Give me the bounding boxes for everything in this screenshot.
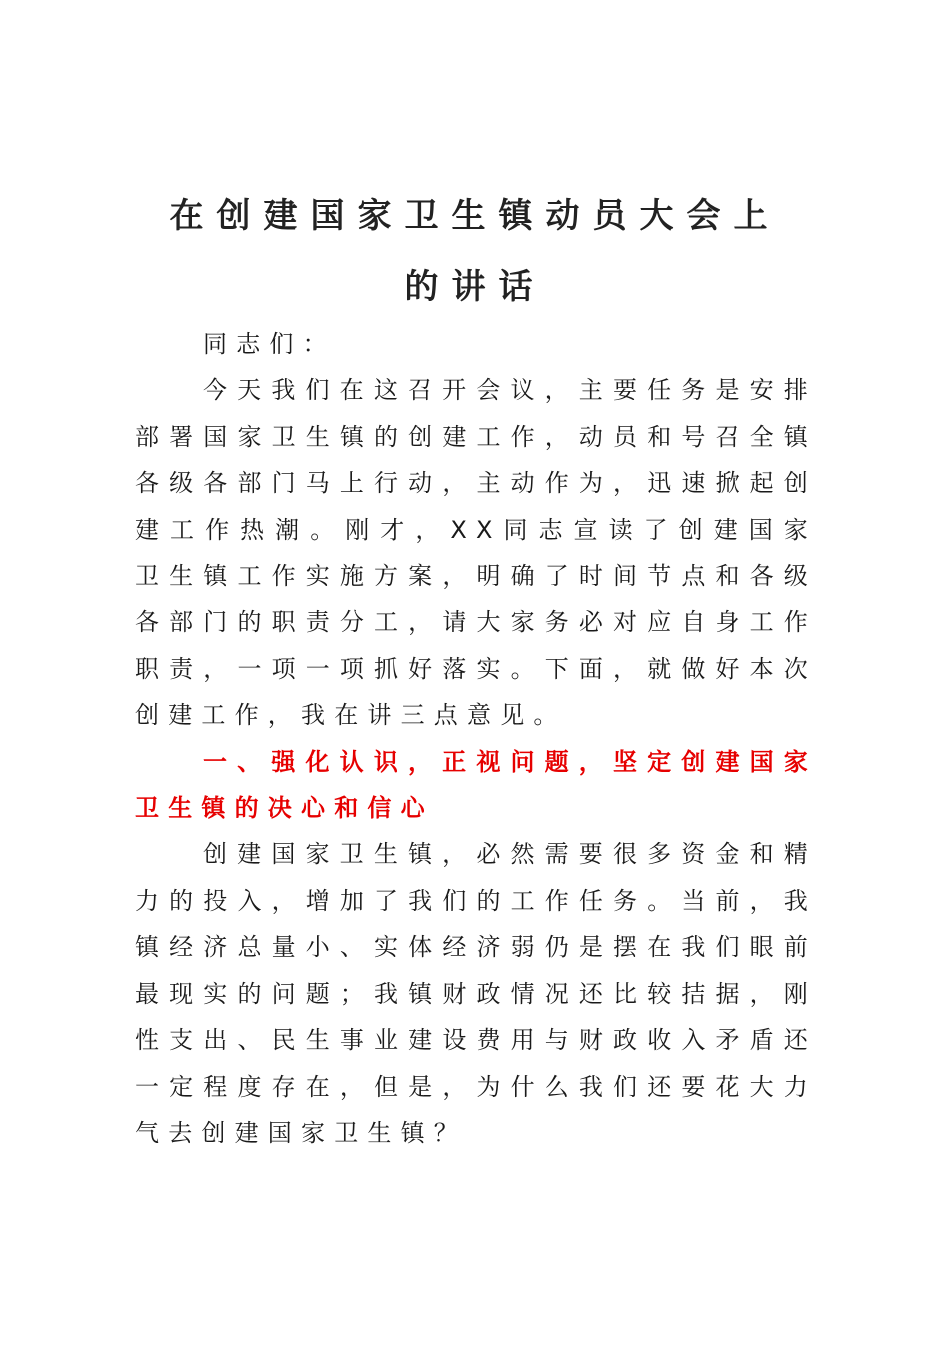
paragraph-intro: 今天我们在这召开会议，主要任务是安排部署国家卫生镇的创建工作，动员和号召全镇各级各部门马上行动，主动作为，迅速掀起创建工作热潮。刚才，XX同志宣读了创建国家卫生镇工作实施方案，明确了时间节点和各级各部门的职责分工，请大家务必对应自身工作职责，一项一项抓好落实。下面，就做好本次创建工作，我在讲三点意见。 <box>135 376 817 730</box>
document-title-line-2: 的讲话 <box>404 267 546 307</box>
document-title-line-1: 在创建国家卫生镇动员大会上 <box>169 196 781 236</box>
section-heading-1: 一、强化认识，正视问题，坚定创建国家卫生镇的决心和信心 <box>135 747 817 823</box>
salutation: 同志们： <box>203 330 336 358</box>
document-body <box>135 321 817 1156</box>
paragraph-section-1: 创建国家卫生镇，必然需要很多资金和精力的投入，增加了我们的工作任务。当前，我镇经济总量小、实体经济弱仍是摆在我们眼前最现实的问题；我镇财政情况还比较拮据，刚性支出、民生事业建设费用与财政收入矛盾还一定程度存在，但是，为什么我们还要花大力气去创建国家卫生镇？ <box>135 840 817 1147</box>
